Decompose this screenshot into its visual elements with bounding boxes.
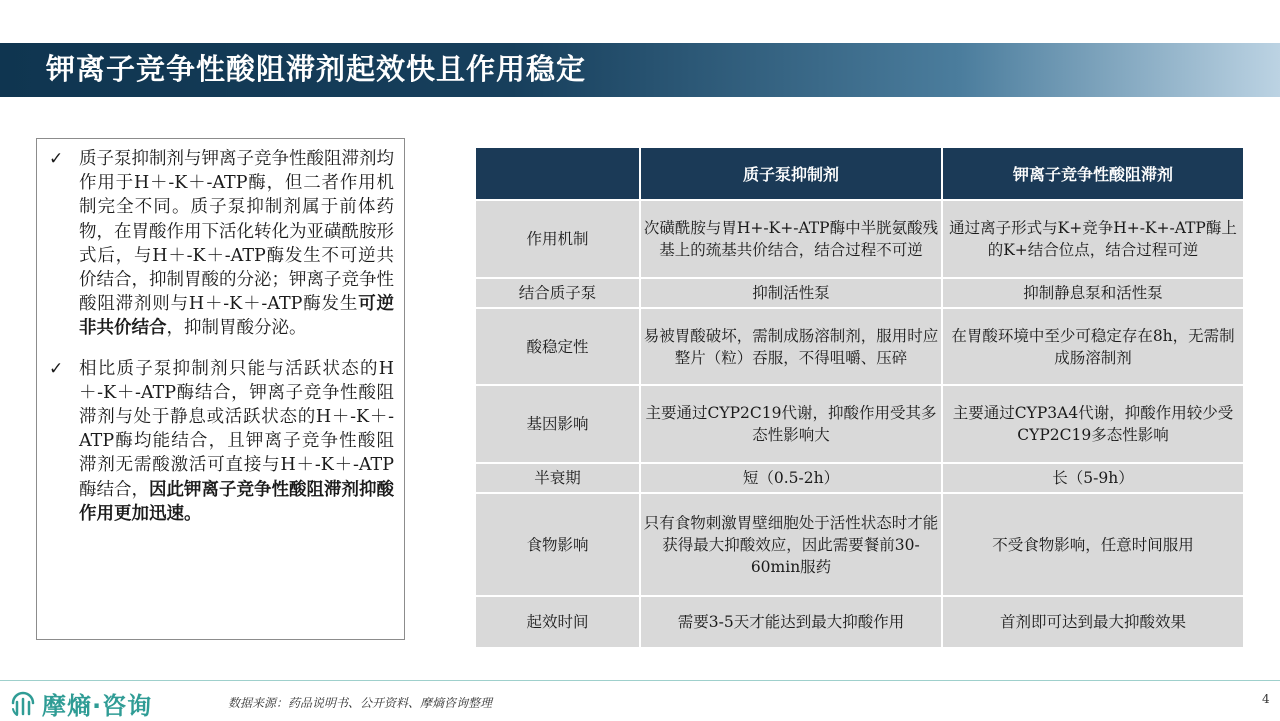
row-label: 基因影响 — [475, 385, 640, 463]
ppi-cell: 需要3-5天才能达到最大抑酸作用 — [640, 596, 942, 648]
summary-box — [36, 138, 405, 640]
table-row — [475, 596, 1244, 648]
footer-divider — [0, 680, 1280, 681]
row-label: 酸稳定性 — [475, 308, 640, 385]
ppi-cell: 次磺酰胺与胃H+-K+-ATP酶中半胱氨酸残基上的巯基共价结合，结合过程不可逆 — [640, 200, 942, 278]
brand-logo — [8, 686, 152, 721]
table-row — [475, 385, 1244, 463]
bullet-1-tail: ，抑制胃酸分泌。 — [166, 318, 307, 339]
title-bar — [0, 43, 1280, 97]
bullet-2-bold: 因此钾离子竞争性酸阻滞剂抑酸作用更加迅速。 — [79, 479, 394, 524]
brand-name: 摩熵·咨询 — [42, 692, 153, 720]
summary-bullet-2 — [47, 357, 394, 526]
pcab-cell: 主要通过CYP3A4代谢，抑酸作用较少受CYP2C19多态性影响 — [942, 385, 1244, 463]
comparison-table — [474, 146, 1245, 649]
table-row — [475, 278, 1244, 308]
table-row — [475, 200, 1244, 278]
row-label: 食物影响 — [475, 493, 640, 596]
bullet-2-text: 相比质子泵抑制剂只能与活跃状态的H＋-K＋-ATP酶结合，钾离子竞争性酸阻滞剂与处于静息或活跃状态的H＋-K＋-ATP酶均能结合，且钾离子竞争性酸阻滞剂无需酸激活可直接与H＋-K＋-ATP酶结合， — [79, 358, 394, 500]
ppi-cell: 易被胃酸破坏，需制成肠溶制剂，服用时应整片（粒）吞服，不得咀嚼、压碎 — [640, 308, 942, 385]
table-header-row — [475, 147, 1244, 200]
summary-bullet-1 — [47, 147, 394, 341]
bullet-1-bold: 可逆非共价结合 — [79, 294, 395, 339]
data-source-note: 数据来源：药品说明书、公开资料、摩熵咨询整理 — [228, 696, 493, 710]
table-header-blank — [475, 147, 640, 200]
ppi-cell: 抑制活性泵 — [640, 278, 942, 308]
row-label: 作用机制 — [475, 200, 640, 278]
page-number: 4 — [1262, 692, 1270, 706]
ppi-cell: 短（0.5-2h） — [640, 463, 942, 493]
pcab-cell: 长（5-9h） — [942, 463, 1244, 493]
table-row — [475, 493, 1244, 596]
pcab-cell: 通过离子形式与K+竞争H+-K+-ATP酶上的K+结合位点，结合过程可逆 — [942, 200, 1244, 278]
checkmark-icon: ✓ — [49, 149, 64, 169]
table-row — [475, 463, 1244, 493]
bullet-1-text: 质子泵抑制剂与钾离子竞争性酸阻滞剂均作用于H＋-K＋-ATP酶，但二者作用机制完全不同。质子泵抑制剂属于前体药物，在胃酸作用下活化转化为亚磺酰胺形式后，与H＋-K＋-ATP酶发生不可逆共价结合，抑制胃酸的分泌；钾离子竞争性酸阻滞剂则与H＋-K＋-ATP酶发生 — [79, 149, 394, 315]
table-row — [475, 308, 1244, 385]
pcab-cell: 首剂即可达到最大抑酸效果 — [942, 596, 1244, 648]
row-label: 结合质子泵 — [475, 278, 640, 308]
pcab-cell: 不受食物影响，任意时间服用 — [942, 493, 1244, 596]
row-label: 起效时间 — [475, 596, 640, 648]
page-title: 钾离子竞争性酸阻滞剂起效快且作用稳定 — [46, 52, 587, 86]
checkmark-icon: ✓ — [49, 358, 64, 379]
table-header-ppi: 质子泵抑制剂 — [640, 147, 942, 200]
brand-mark-icon — [8, 689, 38, 719]
ppi-cell: 只有食物刺激胃壁细胞处于活性状态时才能获得最大抑酸效应，因此需要餐前30-60min服药 — [640, 493, 942, 596]
ppi-cell: 主要通过CYP2C19代谢，抑酸作用受其多态性影响大 — [640, 385, 942, 463]
table-header-pcab: 钾离子竞争性酸阻滞剂 — [942, 147, 1244, 200]
pcab-cell: 抑制静息泵和活性泵 — [942, 278, 1244, 308]
pcab-cell: 在胃酸环境中至少可稳定存在8h，无需制成肠溶制剂 — [942, 308, 1244, 385]
row-label: 半衰期 — [475, 463, 640, 493]
